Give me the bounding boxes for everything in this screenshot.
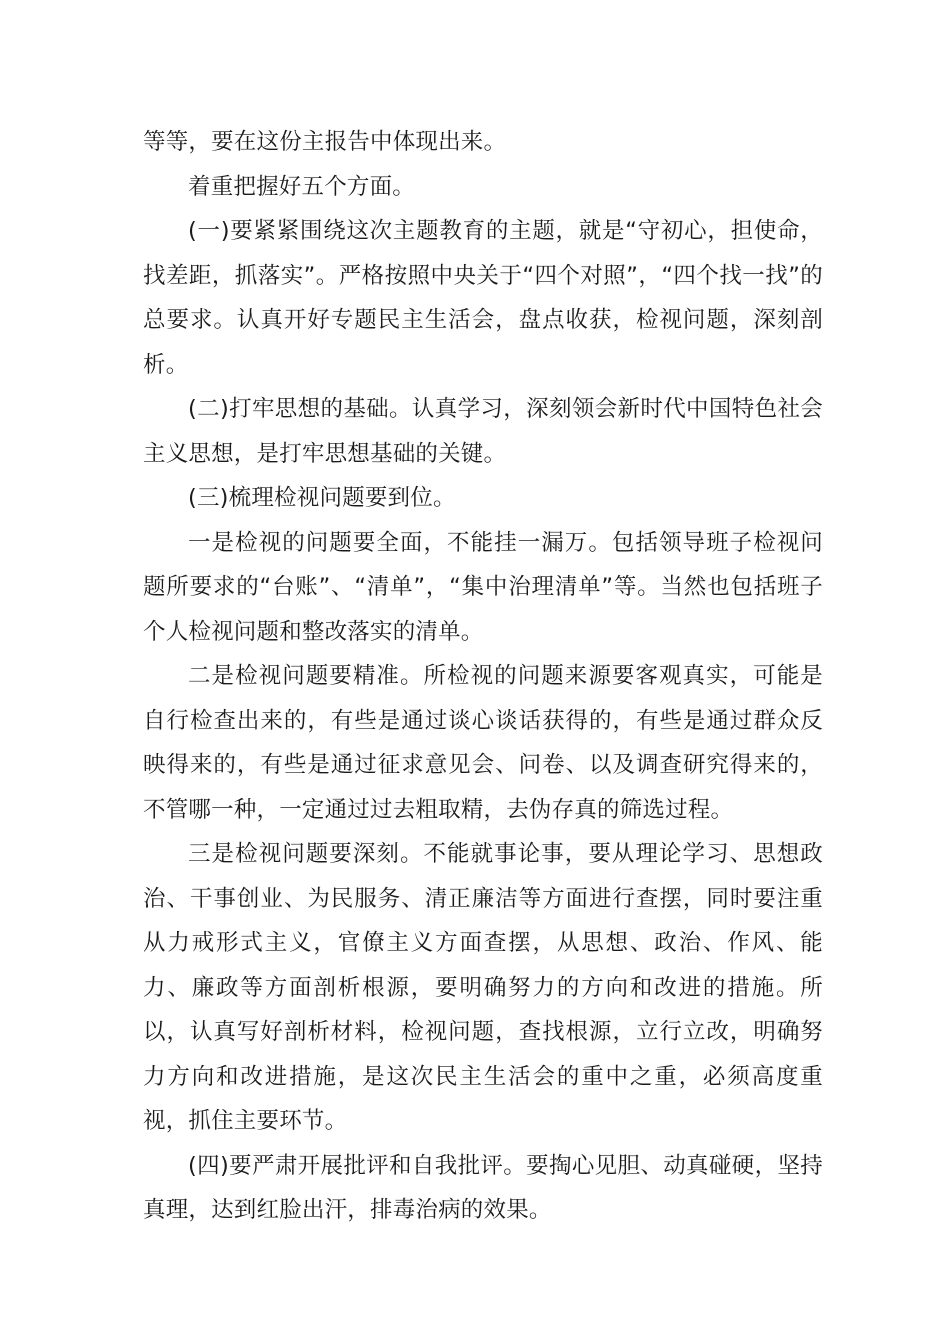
- paragraph-point-one: 一是检视的问题要全面，不能挂一漏万。包括领导班子检视问题所要求的“台账”、“清单”，“集中治理清单”等。当然也包括班子个人检视问题和整改落实的清单。: [143, 529, 823, 645]
- document-body: [143, 120, 823, 1233]
- paragraph-section-three: (三)梳理检视问题要到位。: [188, 485, 456, 511]
- paragraph-section-four: (四)要严肃开展批评和自我批评。要掏心见胆、动真碰硬，坚持真理，达到红脸出汗，排毒治病的效果。: [143, 1152, 823, 1223]
- paragraph-point-two: 二是检视问题要精准。所检视的问题来源要客观真实，可能是自行检查出来的，有些是通过谈心谈话获得的，有些是通过群众反映得来的，有些是通过征求意见会、问卷、以及调查研究得来的，不管哪一种，一定通过过去粗取精，去伪存真的筛选过程。: [143, 663, 823, 823]
- paragraph-section-two: (二)打牢思想的基础。认真学习，深刻领会新时代中国特色社会主义思想，是打牢思想基础的关键。: [143, 396, 823, 467]
- paragraph-section-one: (一)要紧紧围绕这次主题教育的主题，就是“守初心，担使命，找差距，抓落实”。严格按照中央关于“四个对照”，“四个找一找”的总要求。认真开好专题民主生活会，盘点收获，检视问题，深刻剖析。: [143, 218, 823, 378]
- paragraph-continuation: 等等，要在这份主报告中体现出来。: [143, 129, 507, 155]
- paragraph-point-three: 三是检视问题要深刻。不能就事论事，要从理论学习、思想政治、干事创业、为民服务、清正廉洁等方面进行查摆，同时要注重从力戒形式主义，官僚主义方面查摆，从思想、政治、作风、能力、廉政等方面剖析根源，要明确努力的方向和改进的措施。所以，认真写好剖析材料，检视问题，查找根源，立行立改，明确努力方向和改进措施，是这次民主生活会的重中之重，必须高度重视，抓住主要环节。: [143, 841, 823, 1134]
- paragraph-five-aspects: 着重把握好五个方面。: [188, 173, 416, 200]
